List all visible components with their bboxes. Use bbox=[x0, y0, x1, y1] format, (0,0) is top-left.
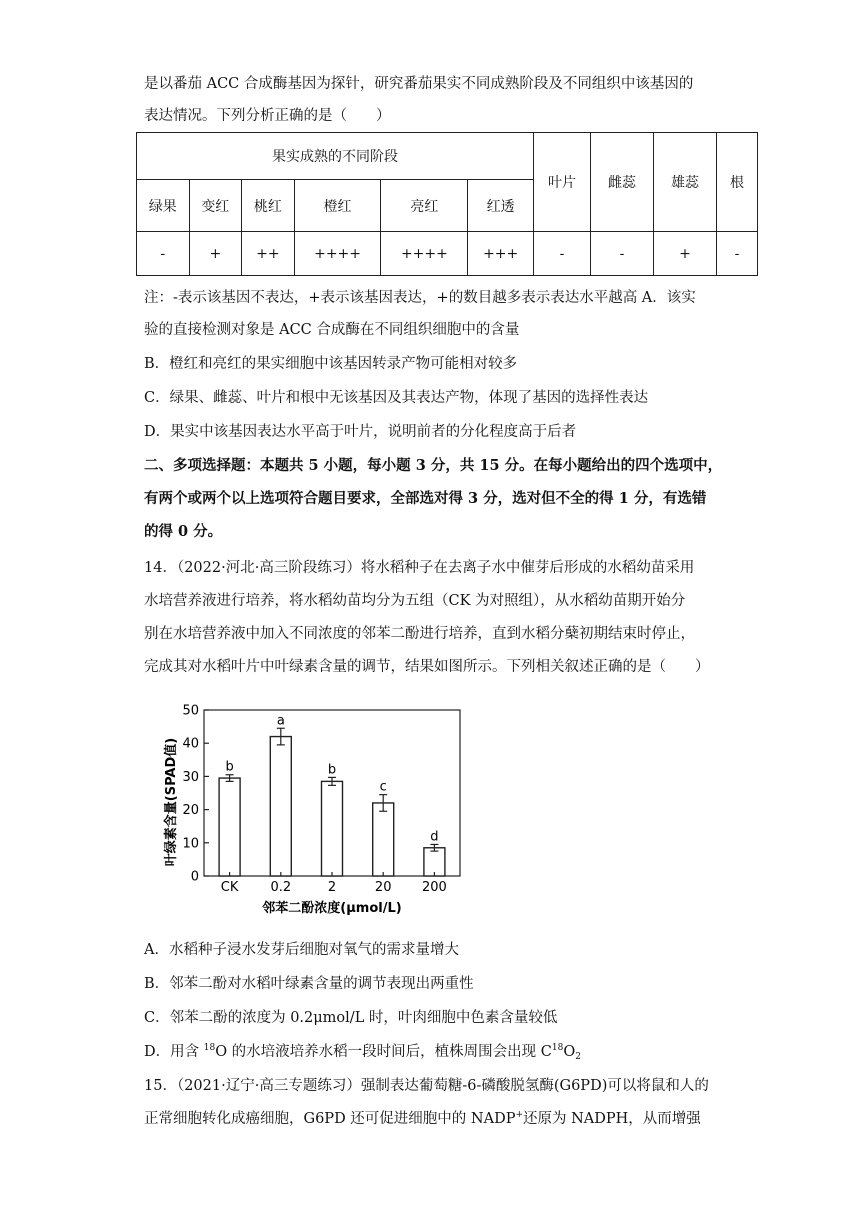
x-tick-label: CK bbox=[220, 880, 239, 895]
table-cell: +++ bbox=[468, 232, 534, 276]
x-tick-label: 2 bbox=[327, 880, 337, 895]
intro-line-1: 是以番茄 ACC 合成酶基因为探针，研究番茄果实不同成熟阶段及不同组织中该基因的 bbox=[144, 76, 694, 92]
y-tick-label: 10 bbox=[182, 836, 199, 852]
q13-option-d: D．果实中该基因表达水平高于叶片，说明前者的分化程度高于后者 bbox=[144, 424, 577, 440]
table-group-header: 果实成熟的不同阶段 bbox=[137, 133, 534, 180]
table-header-stage: 桃红 bbox=[242, 180, 295, 232]
y-axis-ticks bbox=[182, 704, 209, 885]
q14-option-a: A．水稻种子浸水发芽后细胞对氧气的需求量增大 bbox=[144, 942, 459, 958]
bar bbox=[373, 803, 394, 876]
bar bbox=[270, 737, 291, 876]
significance-letter: b bbox=[225, 759, 234, 775]
significance-letter: a bbox=[276, 713, 285, 729]
x-axis-label: 邻苯二酚浓度(μmol/L) bbox=[262, 901, 402, 916]
chlorophyll-bar-chart bbox=[160, 700, 470, 922]
table-header-stage: 绿果 bbox=[137, 180, 190, 232]
q14-line-3: 别在水培营养液中加入不同浓度的邻苯二酚进行培养，直到水稻分蘖初期结束时停止， bbox=[144, 626, 695, 642]
table-cell: - bbox=[717, 232, 758, 276]
table-cell: - bbox=[591, 232, 654, 276]
x-tick-label: 0.2 bbox=[270, 880, 292, 895]
table-header-tissue: 雄蕊 bbox=[654, 133, 717, 232]
significance-letter: d bbox=[430, 829, 439, 845]
section2-line-3: 的得 0 分。 bbox=[144, 523, 223, 540]
q13-option-c: C．绿果、雌蕊、叶片和根中无该基因及其表达产物，体现了基因的选择性表达 bbox=[144, 390, 649, 406]
y-tick-label: 30 bbox=[182, 769, 199, 785]
q15-line-1: 15．（2021·辽宁·高三专题练习）强制表达葡萄糖-6-磷酸脱氢酶(G6PD)可以将鼠和人的 bbox=[144, 1078, 709, 1094]
y-axis-label: 叶绿素含量(SPAD值) bbox=[164, 737, 179, 867]
q14-line-1: 14．（2022·河北·高三阶段练习）将水稻种子在去离子水中催芽后形成的水稻幼苗采用 bbox=[144, 560, 695, 576]
table-header-tissue: 叶片 bbox=[534, 133, 591, 232]
significance-letter: b bbox=[327, 762, 337, 778]
table-cell: + bbox=[654, 232, 717, 276]
table-header-tissue: 雌蕊 bbox=[591, 133, 654, 232]
bar bbox=[322, 781, 343, 876]
bar bbox=[424, 848, 445, 876]
q15-line-2-text: 正常细胞转化成癌细胞，G6PD 还可促进细胞中的 NADP bbox=[144, 1111, 516, 1127]
formula-subscript: 2 bbox=[575, 1052, 581, 1062]
table-cell: - bbox=[137, 232, 190, 276]
q14-option-c: C．邻苯二酚的浓度为 0.2μmol/L 时，叶肉细胞中色素含量较低 bbox=[144, 1010, 558, 1026]
y-tick-label: 40 bbox=[182, 736, 199, 752]
q14-option-d-text: O bbox=[563, 1044, 576, 1060]
y-tick-label: 0 bbox=[190, 869, 199, 885]
isotope-superscript: 18 bbox=[551, 1043, 564, 1053]
table-cell: ++++ bbox=[381, 232, 468, 276]
x-tick-label: 200 bbox=[421, 880, 447, 895]
q14-option-d-text: D．用含 bbox=[144, 1044, 204, 1060]
expression-table bbox=[136, 132, 758, 276]
q14-line-4: 完成其对水稻叶片中叶绿素含量的调节，结果如图所示。下列相关叙述正确的是（ ） bbox=[144, 659, 710, 675]
y-tick-label: 20 bbox=[182, 803, 199, 819]
table-header-stage: 橙红 bbox=[294, 180, 381, 232]
table-header-tissue: 根 bbox=[717, 133, 758, 232]
q14-option-d bbox=[144, 1040, 581, 1061]
q14-line-2: 水培营养液进行培养，将水稻幼苗均分为五组（CK 为对照组），从水稻幼苗期开始分 bbox=[144, 593, 686, 609]
q13-option-b: B．橙红和亮红的果实细胞中该基因转录产物可能相对较多 bbox=[144, 356, 518, 372]
table-cell: ++++ bbox=[294, 232, 381, 276]
intro-line-2: 表达情况。下列分析正确的是（ ） bbox=[144, 108, 391, 124]
q14-option-d-text: O 的水培液培养水稻一段时间后，植株周围会出现 C bbox=[215, 1044, 552, 1060]
charge-superscript: + bbox=[515, 1110, 523, 1120]
x-tick-label: 20 bbox=[374, 880, 392, 895]
q13-note-line-2: 验的直接检测对象是 ACC 合成酶在不同组织细胞中的含量 bbox=[144, 322, 520, 338]
table-cell: - bbox=[534, 232, 591, 276]
table-header-stage: 红透 bbox=[468, 180, 534, 232]
isotope-superscript: 18 bbox=[203, 1043, 216, 1053]
significance-letter: c bbox=[379, 779, 387, 795]
bars-group bbox=[219, 713, 445, 876]
table-cell: ++ bbox=[242, 232, 295, 276]
section2-line-2: 有两个或两个以上选项符合题目要求，全部选对得 3 分，选对但不全的得 1 分，有选错 bbox=[144, 490, 707, 507]
section2-line-1: 二、多项选择题：本题共 5 小题，每小题 3 分，共 15 分。在每小题给出的四个选项中， bbox=[144, 457, 723, 474]
table-cell: + bbox=[189, 232, 242, 276]
y-tick-label: 50 bbox=[182, 703, 199, 719]
table-header-stage: 变红 bbox=[189, 180, 242, 232]
bar bbox=[219, 778, 240, 876]
table-header-stage: 亮红 bbox=[381, 180, 468, 232]
q15-line-2-text: 还原为 NADPH，从而增强 bbox=[523, 1111, 701, 1127]
q13-note-line-1: 注：-表示该基因不表达，+表示该基因表达，+的数目越多表示表达水平越高 A．该实 bbox=[144, 290, 696, 306]
q14-option-b: B．邻苯二酚对水稻叶绿素含量的调节表现出两重性 bbox=[144, 976, 474, 992]
q15-line-2 bbox=[144, 1107, 701, 1128]
